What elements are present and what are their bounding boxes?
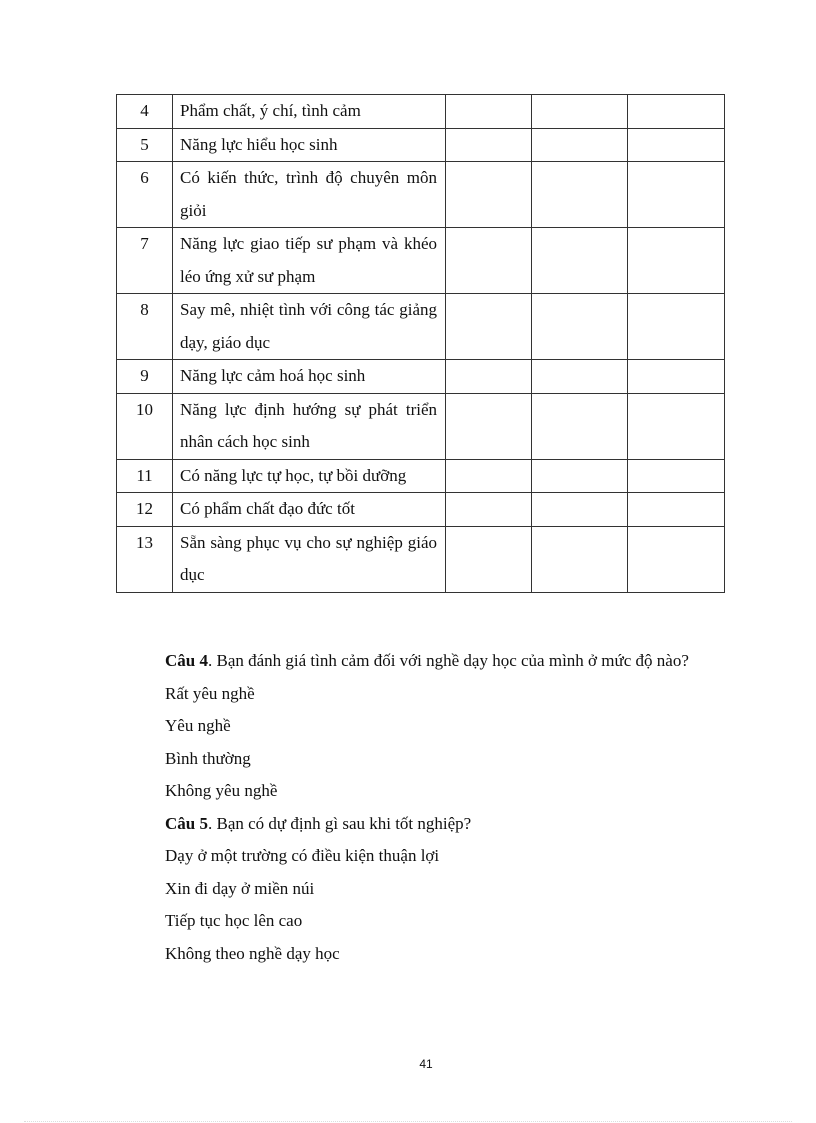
criterion-text: Phẩm chất, ý chí, tình cảm bbox=[173, 95, 446, 129]
rating-cell[interactable] bbox=[446, 493, 532, 527]
rating-cell[interactable] bbox=[446, 393, 532, 459]
q5-option[interactable]: Tiếp tục học lên cao bbox=[165, 911, 303, 930]
rating-cell[interactable] bbox=[532, 294, 628, 360]
rating-cell[interactable] bbox=[532, 493, 628, 527]
rating-cell[interactable] bbox=[628, 393, 725, 459]
q4-option[interactable]: Bình thường bbox=[165, 748, 251, 768]
rating-cell[interactable] bbox=[446, 294, 532, 360]
rating-cell[interactable] bbox=[628, 360, 725, 394]
table-row bbox=[117, 228, 725, 294]
row-number: 11 bbox=[117, 459, 173, 493]
row-number: 5 bbox=[117, 128, 173, 162]
criterion-text: Có kiến thức, trình độ chuyên môn giỏi bbox=[173, 162, 446, 228]
rating-cell[interactable] bbox=[446, 360, 532, 394]
row-number: 8 bbox=[117, 294, 173, 360]
table-row bbox=[117, 128, 725, 162]
question-5-label: Câu 5 bbox=[165, 813, 208, 833]
criterion-text: Năng lực định hướng sự phát triển nhân cách học sinh bbox=[173, 393, 446, 459]
rating-cell[interactable] bbox=[532, 526, 628, 592]
rating-cell[interactable] bbox=[628, 95, 725, 129]
table-row bbox=[117, 393, 725, 459]
rating-cell[interactable] bbox=[532, 393, 628, 459]
rating-cell[interactable] bbox=[446, 128, 532, 162]
row-number: 10 bbox=[117, 393, 173, 459]
rating-cell[interactable] bbox=[628, 228, 725, 294]
rating-cell[interactable] bbox=[446, 162, 532, 228]
row-number: 6 bbox=[117, 162, 173, 228]
rating-cell[interactable] bbox=[446, 526, 532, 592]
question-4-text: . Bạn đánh giá tình cảm đối với nghề dạy học của mình ở mức độ nào? bbox=[207, 651, 689, 670]
row-number: 12 bbox=[117, 493, 173, 527]
rating-cell[interactable] bbox=[628, 162, 725, 228]
q5-option[interactable]: Không theo nghề dạy học bbox=[165, 943, 340, 963]
table-row bbox=[117, 294, 725, 360]
criterion-text: Có phẩm chất đạo đức tốt bbox=[173, 493, 446, 527]
rating-cell[interactable] bbox=[446, 95, 532, 129]
rating-cell[interactable] bbox=[532, 162, 628, 228]
rating-cell[interactable] bbox=[628, 493, 725, 527]
page-number: 41 bbox=[419, 1057, 433, 1071]
table-row bbox=[117, 360, 725, 394]
criterion-text: Năng lực giao tiếp sư phạm và khéo léo ứng xử sư phạm bbox=[173, 228, 446, 294]
row-number: 7 bbox=[117, 228, 173, 294]
question-5 bbox=[116, 808, 740, 841]
page-bottom-divider bbox=[24, 1121, 792, 1122]
row-number: 13 bbox=[117, 526, 173, 592]
rating-cell[interactable] bbox=[628, 294, 725, 360]
survey-table bbox=[116, 94, 725, 593]
rating-cell[interactable] bbox=[532, 95, 628, 129]
question-5-text: . Bạn có dự định gì sau khi tốt nghiệp? bbox=[207, 813, 472, 833]
criterion-text: Có năng lực tự học, tự bồi dưỡng bbox=[173, 459, 446, 493]
rating-cell[interactable] bbox=[532, 360, 628, 394]
rating-cell[interactable] bbox=[628, 459, 725, 493]
table-row bbox=[117, 526, 725, 592]
rating-cell[interactable] bbox=[446, 228, 532, 294]
rating-cell[interactable] bbox=[532, 459, 628, 493]
rating-cell[interactable] bbox=[532, 128, 628, 162]
row-number: 9 bbox=[117, 360, 173, 394]
q5-option[interactable]: Xin đi dạy ở miền núi bbox=[165, 878, 315, 898]
question-4 bbox=[116, 645, 740, 678]
criterion-text: Năng lực hiểu học sinh bbox=[173, 128, 446, 162]
table-row bbox=[117, 493, 725, 527]
row-number: 4 bbox=[117, 95, 173, 129]
q5-option[interactable]: Dạy ở một trường có điều kiện thuận lợi bbox=[165, 846, 440, 865]
rating-cell[interactable] bbox=[628, 526, 725, 592]
rating-cell[interactable] bbox=[628, 128, 725, 162]
table-row bbox=[117, 459, 725, 493]
table-row bbox=[117, 162, 725, 228]
criterion-text: Say mê, nhiệt tình với công tác giảng dạy, giáo dục bbox=[173, 294, 446, 360]
q4-option[interactable]: Rất yêu nghề bbox=[165, 683, 255, 703]
q4-option[interactable]: Yêu nghề bbox=[165, 716, 231, 735]
table-row bbox=[117, 95, 725, 129]
question-4-label: Câu 4 bbox=[165, 651, 208, 670]
rating-cell[interactable] bbox=[446, 459, 532, 493]
questions-section bbox=[116, 645, 740, 970]
rating-cell[interactable] bbox=[532, 228, 628, 294]
criterion-text: Sẵn sàng phục vụ cho sự nghiệp giáo dục bbox=[173, 526, 446, 592]
q4-option[interactable]: Không yêu nghề bbox=[165, 781, 278, 800]
criterion-text: Năng lực cảm hoá học sinh bbox=[173, 360, 446, 394]
